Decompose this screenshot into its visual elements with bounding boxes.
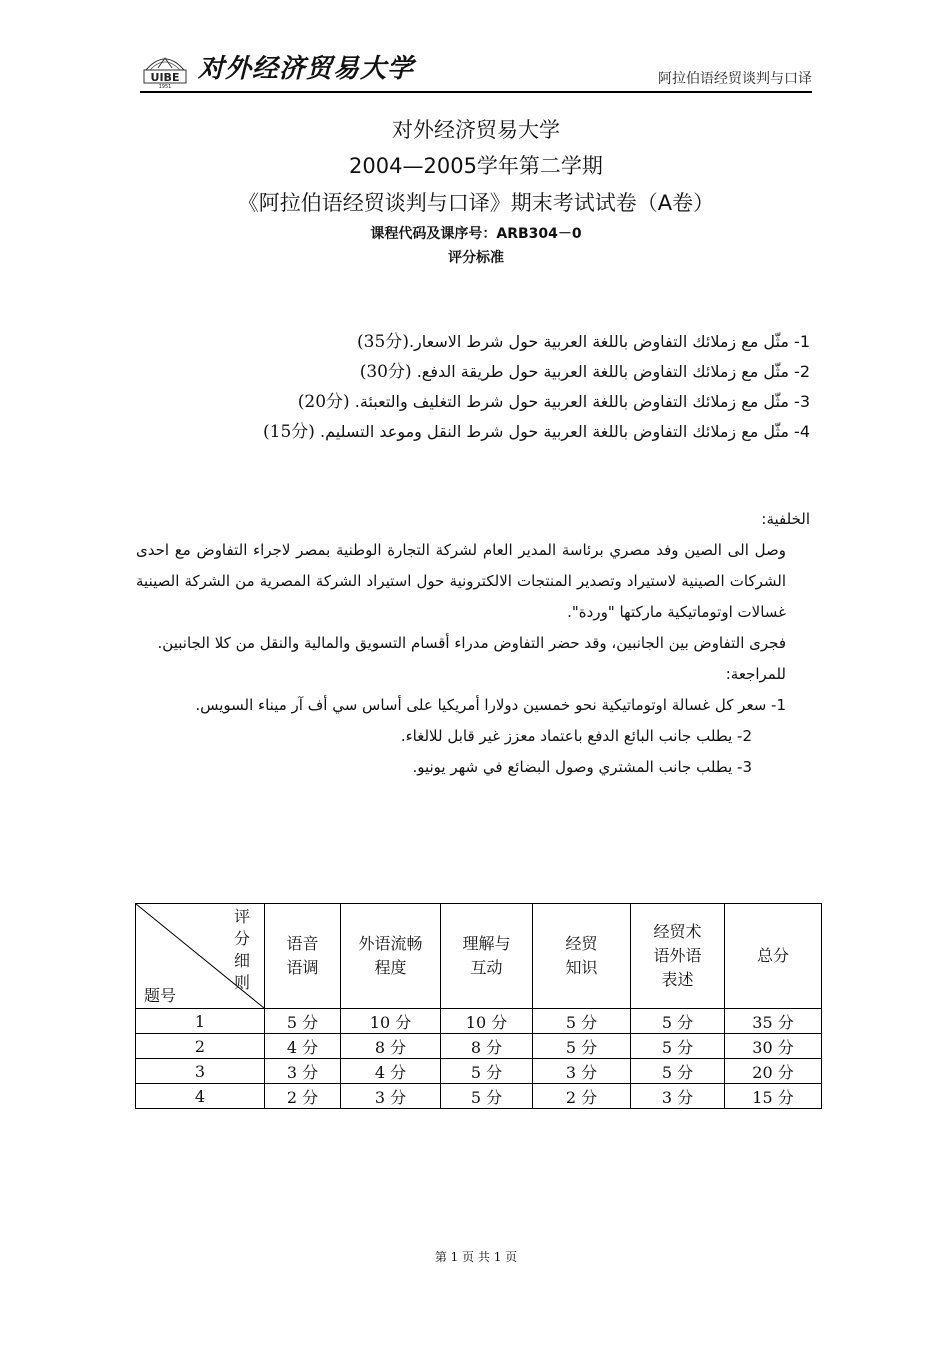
header-line: 外语流畅 xyxy=(358,934,423,953)
table-header-cell xyxy=(631,904,725,1009)
table-cell: 10 分 xyxy=(341,1009,441,1034)
corner-label-question-no: 题号 xyxy=(144,986,177,1005)
header-line: 互动 xyxy=(470,958,503,977)
table-cell: 3 分 xyxy=(631,1084,725,1109)
row-number: 3 xyxy=(136,1059,265,1084)
table-row xyxy=(136,1059,822,1084)
question-points: (30分) xyxy=(359,362,412,382)
question-text: مثّل مع زملائك التفاوض باللغة العربية حول طريقة الدفع. xyxy=(416,362,789,381)
table-cell: 2 分 xyxy=(265,1084,341,1109)
exam-title: 《阿拉伯语经贸谈判与口译》期末考试试卷（A卷） xyxy=(237,191,715,215)
table-cell: 5 分 xyxy=(533,1034,631,1059)
header-line: 语调 xyxy=(286,958,319,977)
background-paragraph: فجرى التفاوض بين الجانبين، وقد حضر التفاوض مدراء أقسام التسويق والمالية والنقل من كلا الجانبين. xyxy=(157,634,786,652)
background-heading: الخلفية: xyxy=(761,510,810,528)
table-row xyxy=(136,1034,822,1059)
table-cell: 5 分 xyxy=(533,1009,631,1034)
background-section xyxy=(136,504,810,783)
reference-heading: للمراجعة: xyxy=(725,665,786,683)
reference-item: 2- يطلب جانب البائع الدفع باعتماد معزز غير قابل للالغاء. xyxy=(400,727,752,745)
table-cell: 35 分 xyxy=(725,1009,822,1034)
table-cell: 15 分 xyxy=(725,1084,822,1109)
course-code: 课程代码及课序号：ARB304－0 xyxy=(370,226,582,242)
reference-item: 1- سعر كل غسالة اوتوماتيكية نحو خمسين دولارا أمريكيا على أساس سي أف آر ميناء السويس. xyxy=(195,696,786,714)
question-points: (15分) xyxy=(263,422,315,442)
question-item xyxy=(140,417,810,447)
question-item xyxy=(140,327,810,357)
university-name-calligraphy: 对外经济贸易大学 xyxy=(198,54,415,84)
scoring-table xyxy=(135,903,822,1109)
table-cell: 5 分 xyxy=(441,1084,533,1109)
table-corner-cell xyxy=(136,904,265,1009)
university-logo xyxy=(140,50,190,88)
table-cell: 3 分 xyxy=(533,1059,631,1084)
table-cell: 8 分 xyxy=(441,1034,533,1059)
question-text: مثّل مع زملائك التفاوض باللغة العربية حول شرط التغليف والتعبئة. xyxy=(354,392,789,411)
header-line: 语外语 xyxy=(653,946,702,965)
reference-item: 3- يطلب جانب المشتري وصول البضائع في شهر يونيو. xyxy=(412,758,752,776)
table-header-cell xyxy=(725,904,822,1009)
table-cell: 2 分 xyxy=(533,1084,631,1109)
question-number: 4- xyxy=(794,422,810,441)
university-title: 对外经济贸易大学 xyxy=(392,118,560,142)
header-line: 经贸 xyxy=(565,934,598,953)
table-header-row xyxy=(136,904,822,1009)
table-header-cell xyxy=(441,904,533,1009)
table-cell: 5 分 xyxy=(631,1034,725,1059)
table-cell: 4 分 xyxy=(265,1034,341,1059)
table-cell: 3 分 xyxy=(341,1084,441,1109)
header-line: 表述 xyxy=(661,970,694,989)
header-line: 程度 xyxy=(374,958,407,977)
exam-title-block xyxy=(0,112,952,270)
question-item xyxy=(140,387,810,417)
table-cell: 20 分 xyxy=(725,1059,822,1084)
table-cell: 3 分 xyxy=(265,1059,341,1084)
table-header-cell xyxy=(341,904,441,1009)
row-number: 4 xyxy=(136,1084,265,1109)
header-line: 理解与 xyxy=(462,934,511,953)
table-cell: 5 分 xyxy=(265,1009,341,1034)
table-row xyxy=(136,1009,822,1034)
header-line: 知识 xyxy=(565,958,598,977)
table-cell: 4 分 xyxy=(341,1059,441,1084)
table-cell: 30 分 xyxy=(725,1034,822,1059)
table-cell: 5 分 xyxy=(631,1009,725,1034)
row-number: 2 xyxy=(136,1034,265,1059)
row-number: 1 xyxy=(136,1009,265,1034)
page-header xyxy=(140,44,812,92)
header-divider xyxy=(140,91,812,93)
academic-term: 2004—2005学年第二学期 xyxy=(349,154,603,178)
table-cell: 5 分 xyxy=(631,1059,725,1084)
page-footer: 第 1 页 共 1 页 xyxy=(434,1250,518,1264)
table-header-cell xyxy=(533,904,631,1009)
corner-label-criteria: 评 分 细 则 xyxy=(234,907,251,992)
question-list xyxy=(140,327,810,447)
logo-text: UIBE xyxy=(150,71,180,84)
background-paragraph: وصل الى الصين وفد مصري برئاسة المدير العام لشركة التجارة الوطنية بمصر لاجراء التفاوض مع احدى الشركات الصينية لاستيراد وتصدير المنتجات الالكترونية حول استيراد الشركة المصرية من الشركة الصينية غسالات اوتوماتيكية ماركتها "وردة". xyxy=(136,541,786,621)
table-cell: 8 分 xyxy=(341,1034,441,1059)
table-cell: 10 分 xyxy=(441,1009,533,1034)
question-number: 1- xyxy=(794,332,810,351)
table-row xyxy=(136,1084,822,1109)
header-line: 总分 xyxy=(756,946,789,965)
grading-standard-heading: 评分标准 xyxy=(448,250,504,266)
question-number: 3- xyxy=(794,392,810,411)
question-item xyxy=(140,357,810,387)
header-course-title: 阿拉伯语经贸谈判与口译 xyxy=(658,71,812,87)
logo-year: 1951 xyxy=(158,84,172,88)
question-number: 2- xyxy=(794,362,810,381)
table-cell: 5 分 xyxy=(441,1059,533,1084)
question-points: (35分) xyxy=(357,332,409,352)
question-points: (20分) xyxy=(297,392,350,412)
header-line: 语音 xyxy=(286,934,319,953)
table-header-cell xyxy=(265,904,341,1009)
question-text: مثّل مع زملائك التفاوض باللغة العربية حول شرط النقل وموعد التسليم. xyxy=(320,422,789,441)
question-text: مثّل مع زملائك التفاوض باللغة العربية حول شرط الاسعار. xyxy=(408,332,789,351)
header-line: 经贸术 xyxy=(653,922,702,941)
